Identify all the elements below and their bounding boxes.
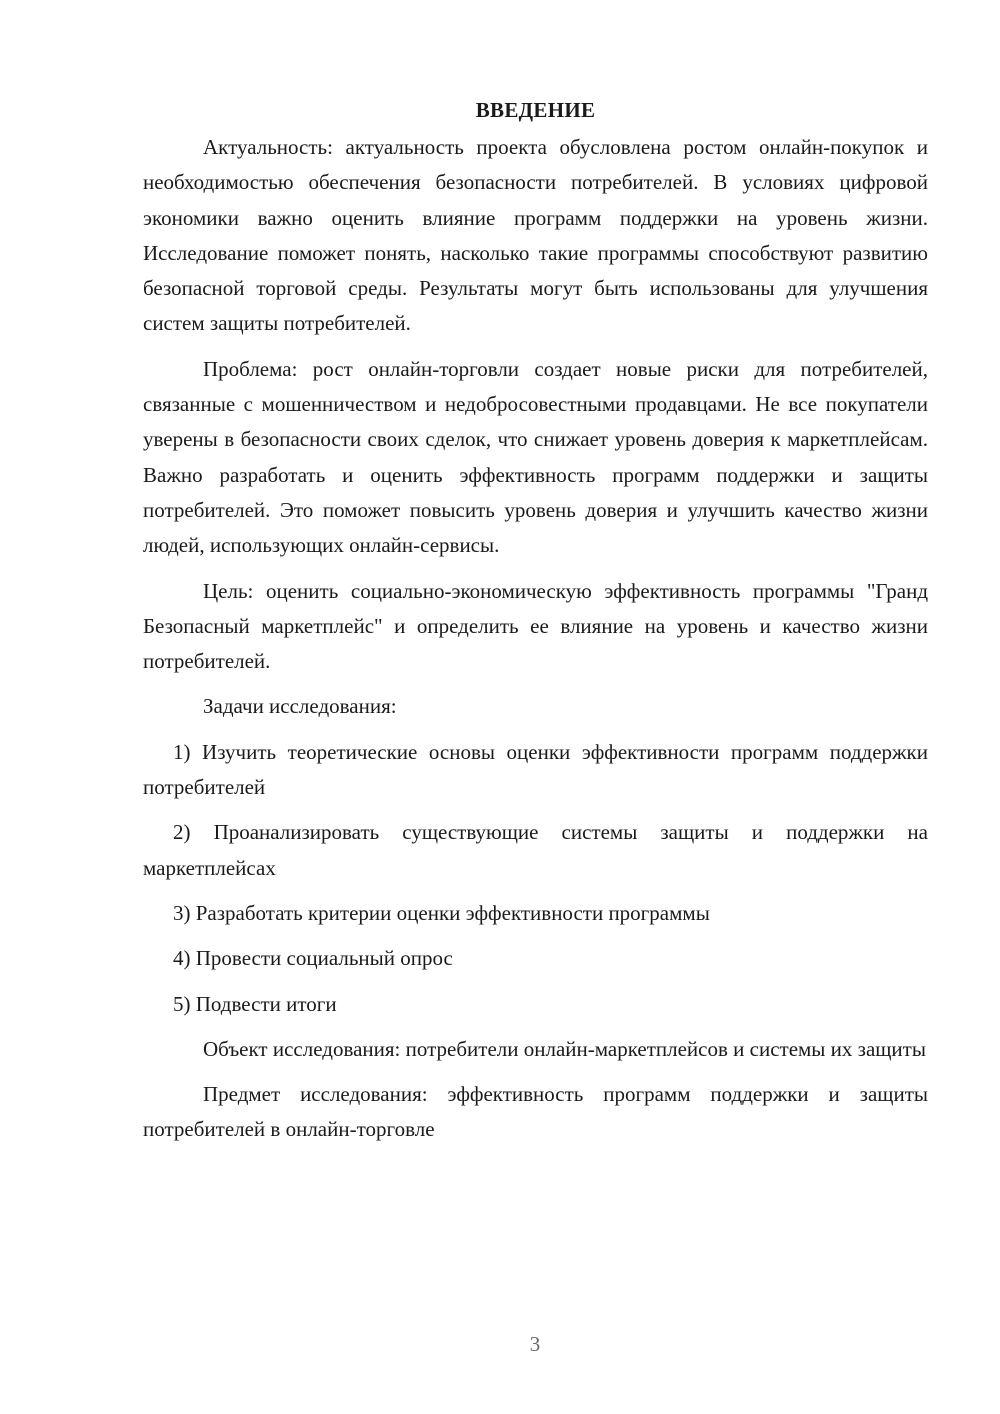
tasks-heading: Задачи исследования:: [203, 694, 397, 719]
list-item: 5) Подвести итоги: [173, 991, 337, 1016]
object-paragraph: Объект исследования: потребители онлайн-маркетплейсов и системы их защиты: [203, 1036, 926, 1061]
page-number: 3: [529, 1332, 541, 1356]
document-page: [143, 90, 928, 1148]
list-item: 3) Разработать критерии оценки эффективности программы: [173, 900, 710, 925]
subject-paragraph: Предмет исследования: эффективность программ поддержки и защиты потребителей в онлайн-торговле: [143, 1082, 928, 1142]
list-item: 2) Проанализировать существующие системы защиты и поддержки на маркетплейсах: [143, 820, 928, 880]
goal-paragraph: Цель: оценить социально-экономическую эффективность программы "Гранд Безопасный маркетплейс" и определить ее влияние на уровень и качество жизни потребителей.: [143, 578, 928, 674]
relevance-paragraph: Актуальность: актуальность проекта обусловлена ростом онлайн-покупок и необходимостью обеспечения безопасности потребителей. В условиях цифровой экономики важно оценить влияние программ поддержки на уровень жизни. Исследование поможет понять, насколько такие программы способствуют развитию безопасной торговой среды. Результаты могут быть использованы для улучшения систем защиты потребителей.: [143, 135, 928, 336]
problem-paragraph: Проблема: рост онлайн-торговли создает новые риски для потребителей, связанные с мошенничеством и недобросовестными продавцами. Не все покупатели уверены в безопасности своих сделок, что снижает уровень доверия к маркетплейсам. Важно разработать и оценить эффективность программ поддержки и защиты потребителей. Это поможет повысить уровень доверия и улучшить качество жизни людей, использующих онлайн-сервисы.: [143, 356, 928, 558]
list-item: 4) Провести социальный опрос: [173, 946, 453, 971]
page-title: ВВЕДЕНИЕ: [475, 98, 596, 122]
tasks-list: [143, 735, 928, 1022]
list-item: 1) Изучить теоретические основы оценки эффективности программ поддержки потребителей: [143, 739, 928, 800]
